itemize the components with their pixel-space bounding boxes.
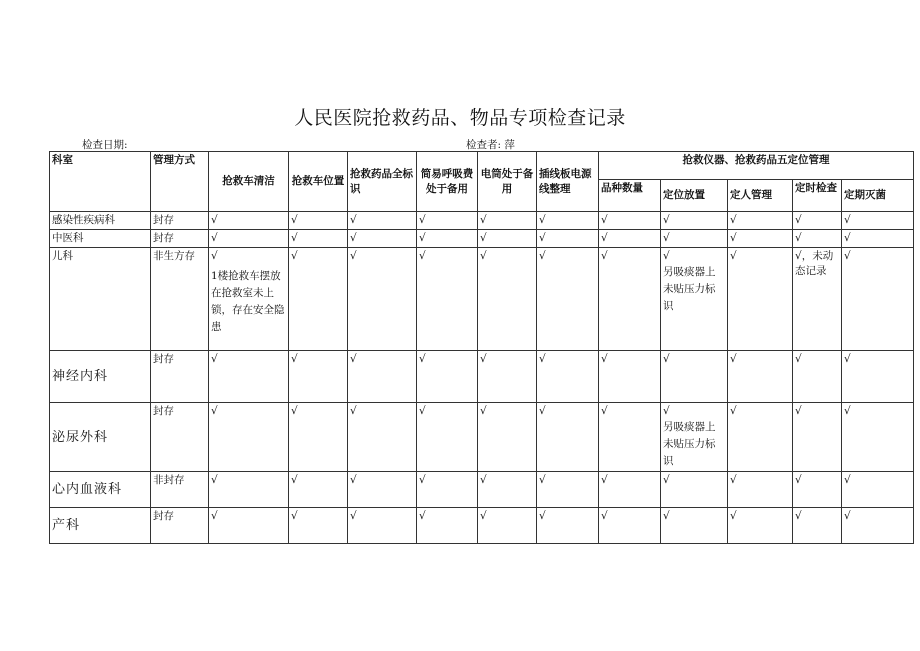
check-cell	[478, 508, 537, 544]
check-mark: √	[730, 474, 737, 486]
check-mark: √	[601, 232, 608, 244]
check-cell	[417, 472, 478, 508]
check-cell	[537, 212, 599, 230]
check-cell	[537, 230, 599, 248]
check-cell	[209, 508, 289, 544]
header-fixed-check: 定时检查	[793, 180, 842, 212]
check-cell	[417, 508, 478, 544]
check-mark: √	[730, 405, 737, 417]
mgmt-cell	[151, 403, 209, 472]
check-cell	[537, 351, 599, 403]
check-cell	[417, 230, 478, 248]
check-mark: √	[539, 353, 546, 365]
check-cell	[661, 230, 728, 248]
check-cell	[537, 248, 599, 351]
check-mark: √	[539, 474, 546, 486]
check-mark: √	[539, 232, 546, 244]
check-mark: √	[291, 353, 298, 365]
check-mark: √	[844, 474, 851, 486]
dept-cell: 心内血液科	[50, 472, 151, 508]
check-mark: √	[419, 510, 426, 522]
check-mark: √	[350, 474, 357, 486]
check-mark: √	[480, 405, 487, 417]
dept-cell: 中医科	[50, 230, 151, 248]
check-mark: √	[795, 232, 802, 244]
dept-cell: 神经内科	[50, 351, 151, 403]
check-mark: √，未动态记录	[795, 250, 834, 277]
check-cell	[842, 248, 914, 351]
check-cell	[728, 472, 793, 508]
check-cell	[478, 248, 537, 351]
mgmt-value: 封存	[153, 405, 174, 417]
check-cell	[793, 472, 842, 508]
mgmt-cell	[151, 351, 209, 403]
check-cell	[478, 472, 537, 508]
check-mark: √	[795, 474, 802, 486]
check-mark: √	[663, 353, 670, 365]
check-mark: √	[350, 405, 357, 417]
check-mark: √	[480, 353, 487, 365]
mgmt-value: 封存	[153, 232, 174, 244]
check-cell	[209, 248, 289, 351]
check-cell	[661, 403, 728, 472]
check-mark: √	[844, 353, 851, 365]
mgmt-value: 封存	[153, 214, 174, 226]
check-cell	[599, 472, 661, 508]
check-date-label: 检查日期:	[82, 139, 128, 151]
check-cell	[661, 248, 728, 351]
check-cell	[348, 351, 417, 403]
check-mark: √	[211, 250, 218, 262]
check-mark: √	[601, 510, 608, 522]
cell-note: 1楼抢救车摆放在抢救室未上锁，存在安全隐患	[211, 270, 285, 333]
table-row	[50, 212, 914, 230]
check-cell	[348, 472, 417, 508]
check-mark: √	[795, 214, 802, 226]
check-mark: √	[350, 510, 357, 522]
check-cell	[289, 351, 348, 403]
check-cell	[842, 508, 914, 544]
check-mark: √	[480, 510, 487, 522]
header-dept: 科室	[50, 152, 151, 212]
check-mark: √	[419, 214, 426, 226]
check-mark: √	[730, 250, 737, 262]
check-mark: √	[539, 405, 546, 417]
check-mark: √	[211, 353, 218, 365]
check-cell	[728, 212, 793, 230]
check-mark: √	[291, 510, 298, 522]
check-cell	[661, 351, 728, 403]
check-mark: √	[419, 353, 426, 365]
mgmt-cell	[151, 508, 209, 544]
check-cell	[478, 230, 537, 248]
check-mark: √	[291, 232, 298, 244]
check-mark: √	[350, 232, 357, 244]
check-cell	[599, 403, 661, 472]
check-cell	[728, 351, 793, 403]
check-cell	[793, 212, 842, 230]
check-cell	[842, 230, 914, 248]
check-mark: √	[663, 405, 670, 417]
mgmt-value: 非生方存	[153, 250, 195, 262]
check-mark: √	[291, 250, 298, 262]
dept-cell: 产科	[50, 508, 151, 544]
check-cell	[537, 472, 599, 508]
header-power-strip: 插线板电源线整理	[537, 152, 599, 212]
mgmt-cell	[151, 212, 209, 230]
check-mark: √	[601, 405, 608, 417]
check-cell	[599, 351, 661, 403]
check-mark: √	[844, 232, 851, 244]
check-mark: √	[844, 250, 851, 262]
mgmt-cell	[151, 248, 209, 351]
check-cell	[289, 248, 348, 351]
check-cell	[793, 508, 842, 544]
inspector-label: 检查者: 萍	[466, 139, 515, 151]
header-fixed-person: 定人管理	[728, 180, 793, 212]
check-mark: √	[730, 214, 737, 226]
check-mark: √	[663, 250, 670, 262]
check-cell	[537, 508, 599, 544]
check-cell	[728, 508, 793, 544]
check-cell	[478, 403, 537, 472]
check-mark: √	[211, 510, 218, 522]
check-mark: √	[211, 405, 218, 417]
dept-cell: 儿科	[50, 248, 151, 351]
check-cell	[728, 248, 793, 351]
mgmt-cell	[151, 472, 209, 508]
check-cell	[793, 351, 842, 403]
check-mark: √	[480, 474, 487, 486]
check-mark: √	[419, 474, 426, 486]
check-cell	[289, 212, 348, 230]
check-cell	[417, 351, 478, 403]
check-cell	[793, 403, 842, 472]
cell-note: 另吸痰器上未贴压力标识	[663, 266, 716, 312]
check-mark: √	[539, 250, 546, 262]
check-cell	[599, 230, 661, 248]
check-cell	[417, 212, 478, 230]
table-row	[50, 508, 914, 544]
inspection-table	[49, 151, 914, 544]
check-mark: √	[539, 214, 546, 226]
check-mark: √	[844, 214, 851, 226]
check-mark: √	[291, 405, 298, 417]
check-cell	[599, 212, 661, 230]
mgmt-value: 封存	[153, 510, 174, 522]
check-mark: √	[795, 353, 802, 365]
mgmt-value: 封存	[153, 353, 174, 365]
check-mark: √	[291, 474, 298, 486]
check-mark: √	[795, 510, 802, 522]
header-mgmt: 管理方式	[151, 152, 209, 212]
check-mark: √	[419, 250, 426, 262]
check-mark: √	[211, 232, 218, 244]
page-title: 人民医院抢救药品、物品专项检查记录	[294, 107, 626, 129]
check-mark: √	[480, 250, 487, 262]
check-mark: √	[844, 405, 851, 417]
check-cell	[661, 212, 728, 230]
check-mark: √	[350, 250, 357, 262]
check-cell	[661, 508, 728, 544]
check-mark: √	[730, 232, 737, 244]
check-cell	[209, 472, 289, 508]
check-cell	[289, 230, 348, 248]
check-mark: √	[663, 214, 670, 226]
check-mark: √	[480, 214, 487, 226]
check-mark: √	[419, 405, 426, 417]
header-resp-bag: 简易呼吸费处于备用	[417, 152, 478, 212]
check-cell	[348, 248, 417, 351]
header-drug-label: 抢救药品全标识	[348, 152, 417, 212]
check-cell	[793, 230, 842, 248]
check-mark: √	[795, 405, 802, 417]
check-cell	[209, 230, 289, 248]
check-cell	[842, 403, 914, 472]
table-row	[50, 351, 914, 403]
check-mark: √	[350, 353, 357, 365]
check-cell	[209, 403, 289, 472]
check-cell	[209, 212, 289, 230]
dept-cell: 感染性疾病科	[50, 212, 151, 230]
table-row	[50, 248, 914, 351]
table-row	[50, 472, 914, 508]
check-cell	[289, 472, 348, 508]
check-cell	[842, 351, 914, 403]
check-mark: √	[844, 510, 851, 522]
header-variety: 品种数量	[599, 180, 661, 212]
header-fixed-sterile: 定期灭菌	[842, 180, 914, 212]
check-mark: √	[211, 214, 218, 226]
table-row	[50, 403, 914, 472]
check-mark: √	[601, 250, 608, 262]
mgmt-value: 非封存	[153, 474, 185, 486]
check-mark: √	[601, 214, 608, 226]
mgmt-cell	[151, 230, 209, 248]
check-mark: √	[601, 474, 608, 486]
check-cell	[537, 403, 599, 472]
check-cell	[209, 351, 289, 403]
check-mark: √	[419, 232, 426, 244]
header-five-fixed: 抢救仪器、抢救药品五定位管理	[599, 152, 914, 180]
check-cell	[478, 212, 537, 230]
check-mark: √	[663, 232, 670, 244]
check-cell	[417, 248, 478, 351]
check-mark: √	[601, 353, 608, 365]
check-cell	[793, 248, 842, 351]
check-mark: √	[730, 510, 737, 522]
check-cell	[661, 472, 728, 508]
check-cell	[478, 351, 537, 403]
check-cell	[599, 248, 661, 351]
check-mark: √	[663, 474, 670, 486]
check-cell	[348, 403, 417, 472]
dept-cell: 泌尿外科	[50, 403, 151, 472]
header-cart-clean: 抢救车清洁	[209, 152, 289, 212]
check-mark: √	[211, 474, 218, 486]
header-cart-position: 抢救车位置	[289, 152, 348, 212]
check-cell	[289, 508, 348, 544]
check-cell	[348, 212, 417, 230]
check-cell	[728, 403, 793, 472]
check-cell	[599, 508, 661, 544]
check-cell	[728, 230, 793, 248]
table-row	[50, 230, 914, 248]
cell-note: 另吸痰器上未贴压力标识	[663, 421, 716, 467]
check-mark: √	[480, 232, 487, 244]
check-mark: √	[291, 214, 298, 226]
check-cell	[842, 212, 914, 230]
check-mark: √	[539, 510, 546, 522]
check-cell	[842, 472, 914, 508]
check-cell	[348, 230, 417, 248]
check-mark: √	[663, 510, 670, 522]
check-cell	[348, 508, 417, 544]
header-fixed-place: 定位放置	[661, 180, 728, 212]
check-mark: √	[350, 214, 357, 226]
check-cell	[417, 403, 478, 472]
header-battery: 电筒处于备用	[478, 152, 537, 212]
check-mark: √	[730, 353, 737, 365]
check-cell	[289, 403, 348, 472]
